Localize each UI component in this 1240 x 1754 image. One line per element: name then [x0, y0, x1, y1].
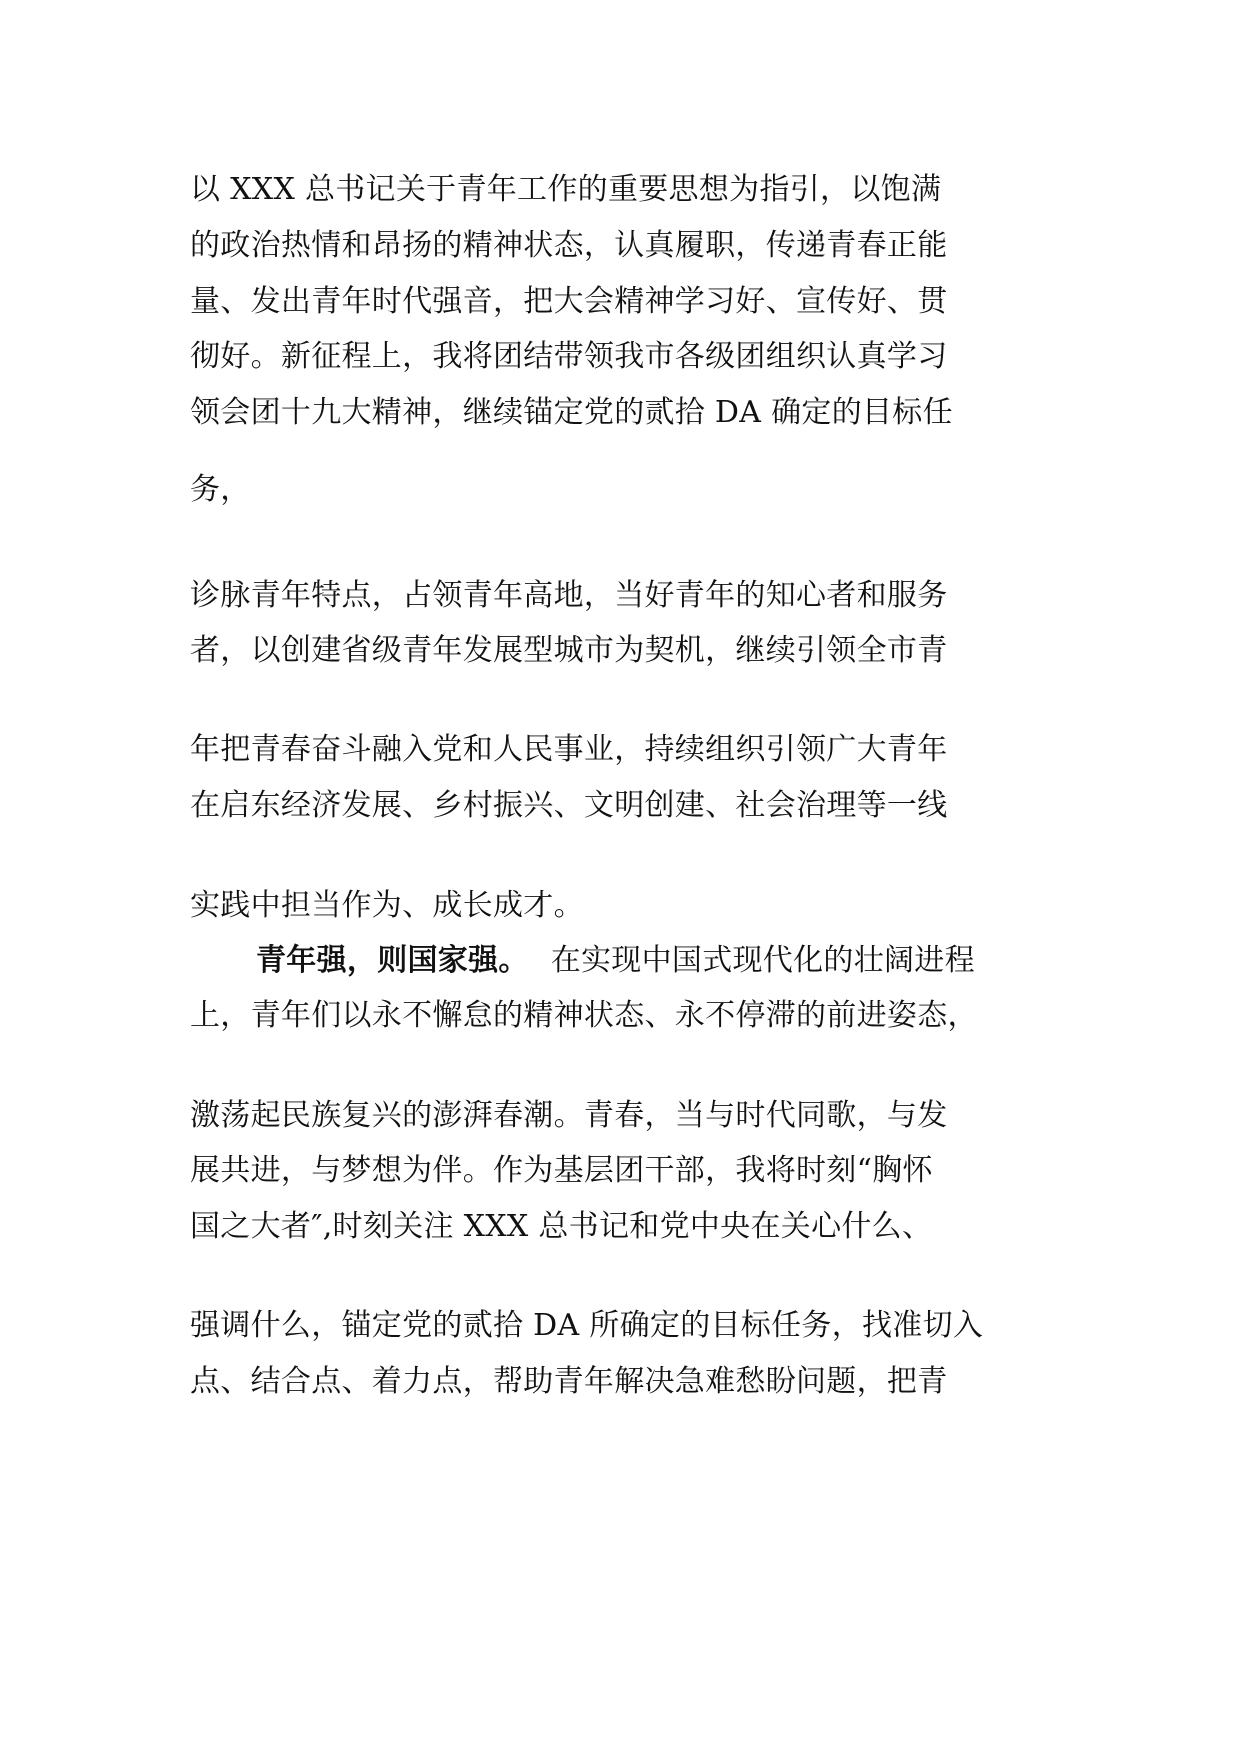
text-line: 领会团十九大精神，继续锚定党的贰拾 DA 确定的目标任: [190, 395, 953, 430]
text-line: 的政治热情和昂扬的精神状态，认真履职，传递青春正能: [190, 228, 948, 263]
text-line: 诊脉青年特点，占领青年高地，当好青年的知心者和服务: [190, 578, 948, 613]
text-line: 上，青年们以永不懈怠的精神状态、永不停滞的前进姿态，: [190, 998, 978, 1033]
paragraph-first-line: [256, 943, 975, 979]
text-line: 量、发出青年时代强音，把大会精神学习好、宣传好、贯: [190, 284, 948, 319]
text-line: 以 XXX 总书记关于青年工作的重要思想为指引，以饱满: [190, 172, 942, 207]
text-line: 者，以创建省级青年发展型城市为契机，继续引领全市青: [190, 633, 948, 668]
text-line: 彻好。新征程上，我将团结带领我市各级团组织认真学习: [190, 339, 948, 374]
text-line: 展共进，与梦想为伴。作为基层团干部，我将时刻“胸怀: [190, 1153, 933, 1188]
text-line: 国之大者″,时刻关注 XXX 总书记和党中央在关心什么、: [190, 1209, 933, 1244]
text-line: 务，: [190, 472, 251, 507]
text-line: 激荡起民族复兴的澎湃春潮。青春，当与时代同歌，与发: [190, 1098, 948, 1133]
text-line: 年把青春奋斗融入党和人民事业，持续组织引领广大青年: [190, 732, 948, 767]
text-line: 点、结合点、着力点，帮助青年解决急难愁盼问题，把青: [190, 1364, 948, 1399]
paragraph-lead-text: 在实现中国式现代化的壮阔进程: [550, 943, 975, 978]
text-line: 强调什么，锚定党的贰拾 DA 所确定的目标任务，找准切入: [190, 1308, 984, 1343]
paragraph-lead-heading: 青年强，则国家强。: [256, 943, 529, 978]
text-line: 在启东经济发展、乡村振兴、文明创建、社会治理等一线: [190, 788, 948, 823]
text-line: 实践中担当作为、成长成才。: [190, 888, 584, 923]
